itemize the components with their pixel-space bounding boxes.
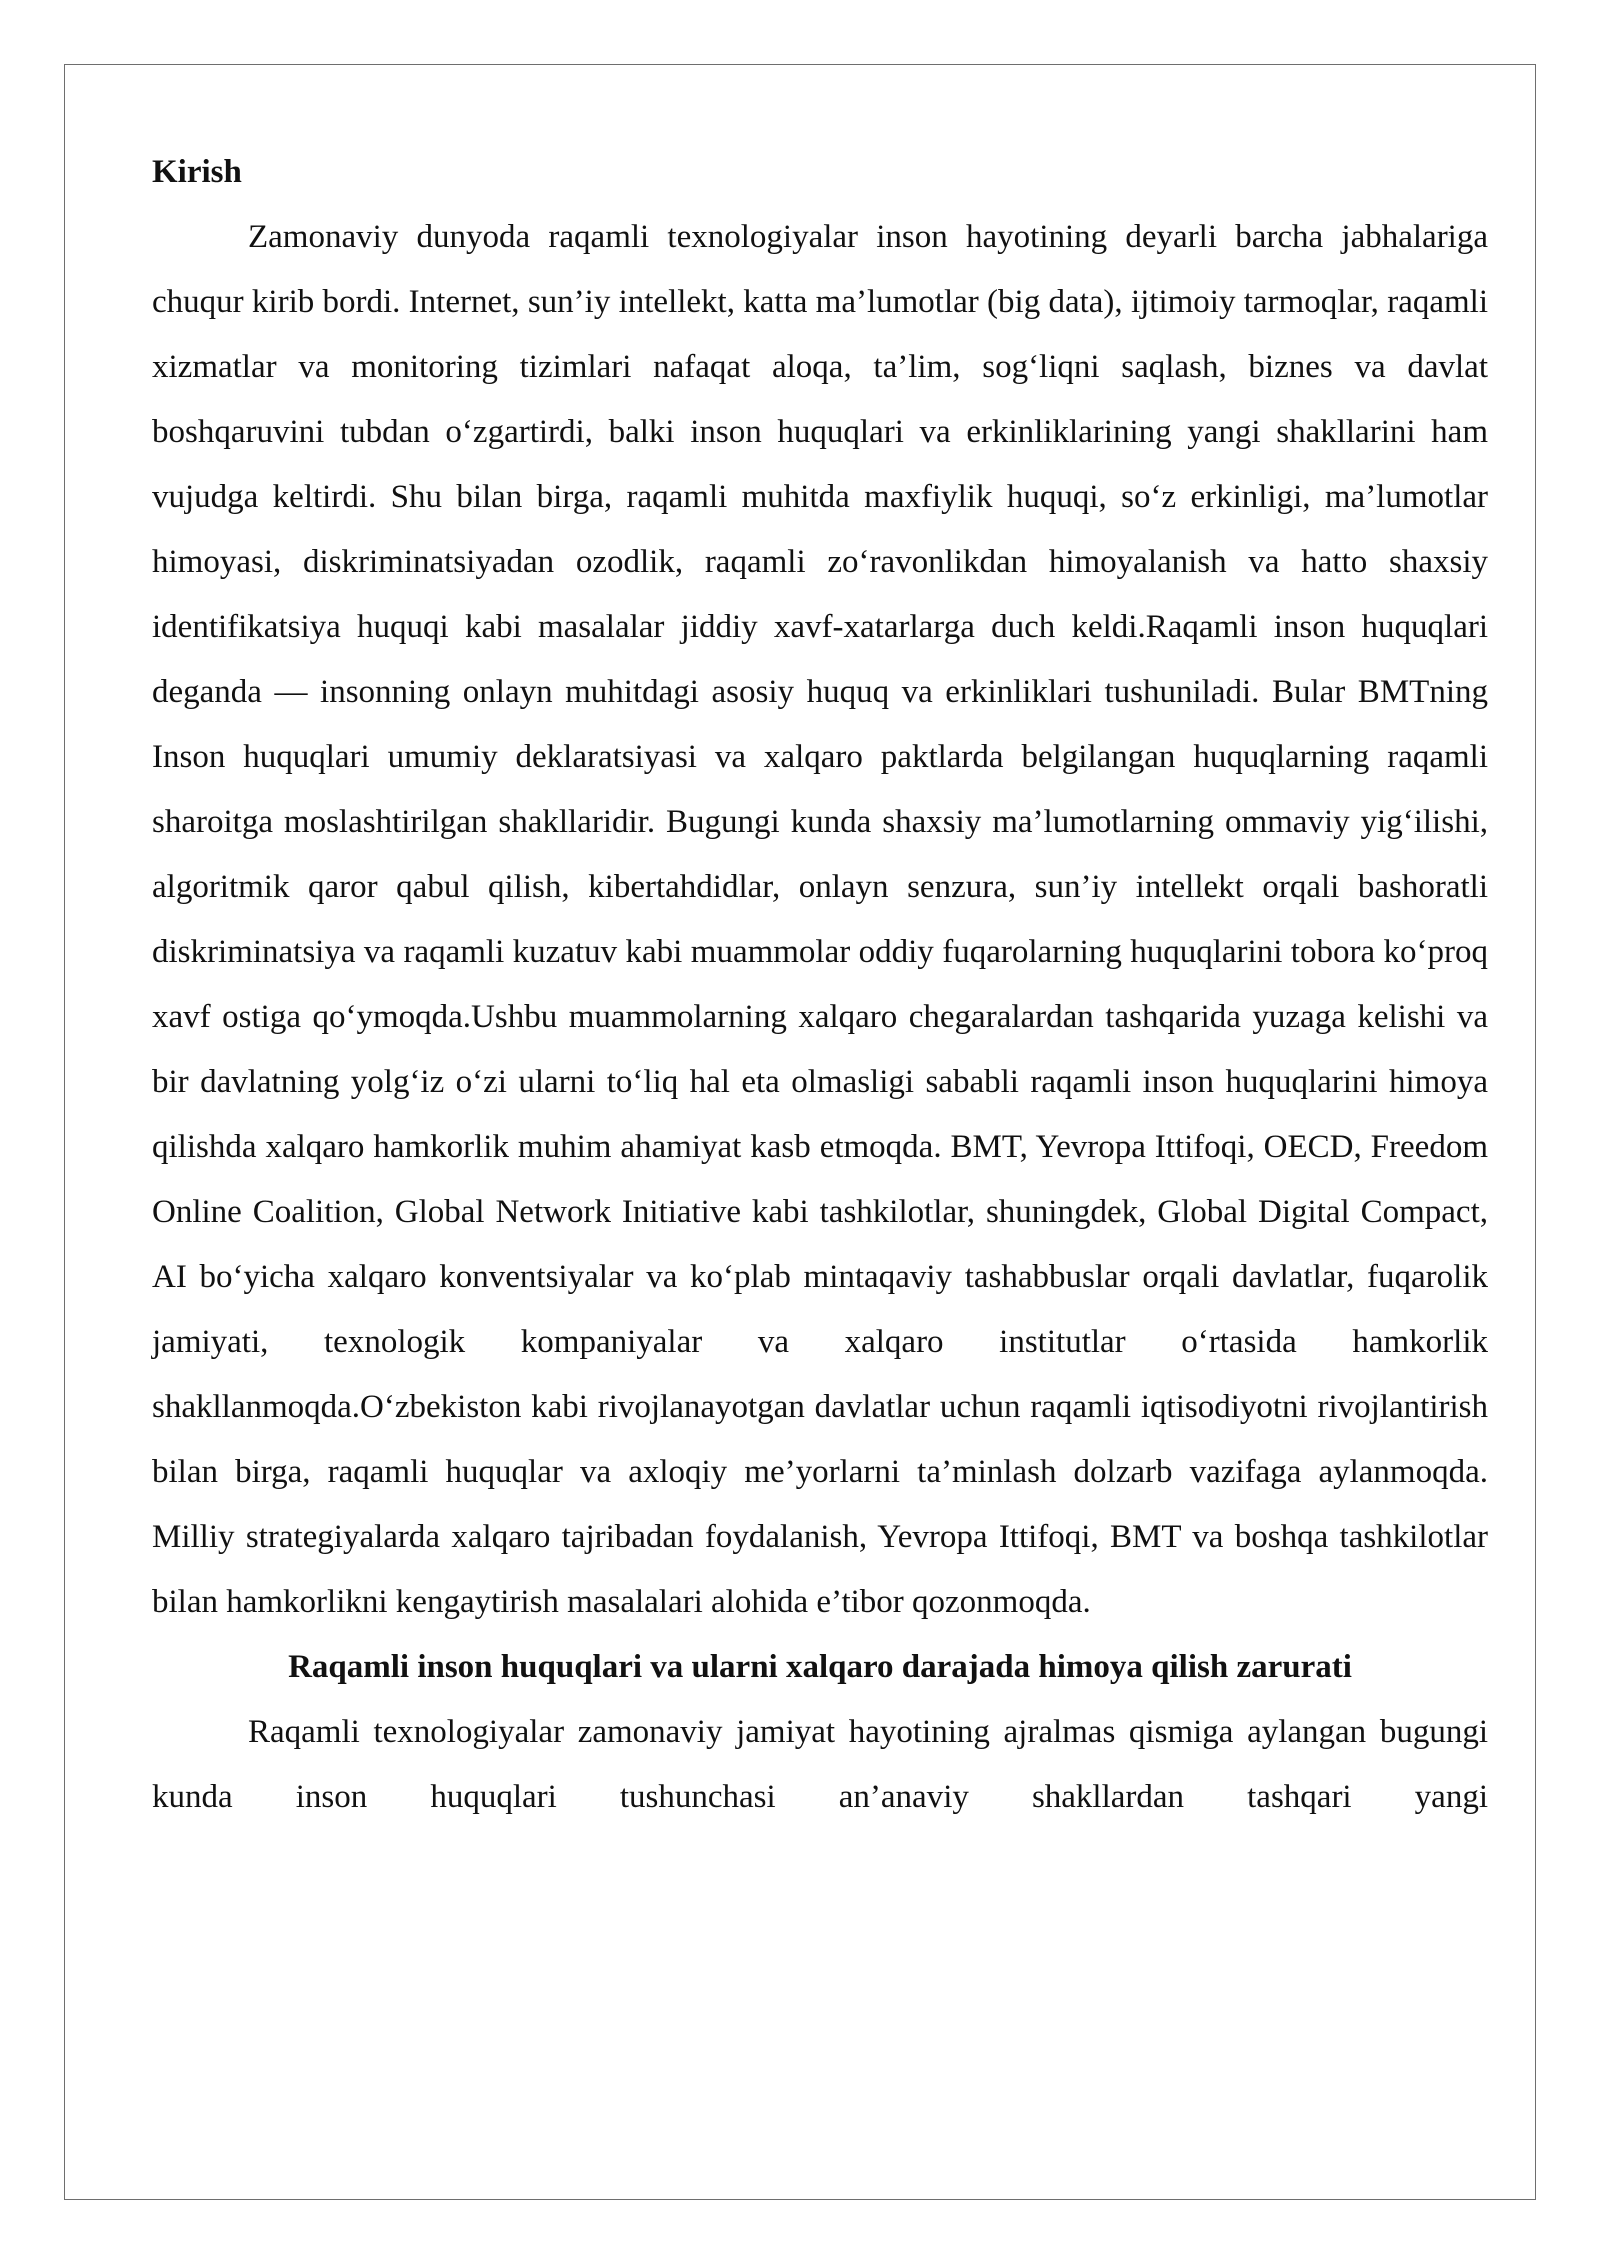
document-body xyxy=(152,140,1488,1830)
second-paragraph: Raqamli texnologiyalar zamonaviy jamiyat hayotining ajralmas qismiga aylangan bugungi kunda inson huquqlari tushunchasi an’anaviy shakllardan tashqari yangi xyxy=(152,1714,1488,1815)
section-subheading: Raqamli inson huquqlari va ularni xalqaro darajada himoya qilish zarurati xyxy=(288,1649,1352,1685)
intro-paragraph: Zamonaviy dunyoda raqamli texnologiyalar inson hayotining deyarli barcha jabhalariga chuqur kirib bordi. Internet, sun’iy intellekt, katta ma’lumotlar (big data), ijtimoiy tarmoqlar, raqamli xizmatlar va monitoring tizimlari nafaqat aloqa, ta’lim, sog‘liqni saqlash, biznes va davlat boshqaruvini tubdan o‘zgartirdi, balki inson huquqlari va erkinliklarining yangi shakllarini ham vujudga keltirdi. Shu bilan birga, raqamli muhitda maxfiylik huquqi, so‘z erkinligi, ma’lumotlar himoyasi, diskriminatsiyadan ozodlik, raqamli zo‘ravonlikdan himoyalanish va hatto shaxsiy identifikatsiya huquqi kabi masalalar jiddiy xavf-xatarlarga duch keldi.Raqamli inson huquqlari deganda — insonning onlayn muhitdagi asosiy huquq va erkinliklari tushuniladi. Bular BMTning Inson huquqlari umumiy deklaratsiyasi va xalqaro paktlarda belgilangan huquqlarning raqamli sharoitga moslashtirilgan shakllaridir. Bugungi kunda shaxsiy ma’lumotlarning ommaviy yig‘ilishi, algoritmik qaror qabul qilish, kibertahdidlar, onlayn senzura, sun’iy intellekt orqali bashoratli diskriminatsiya va raqamli kuzatuv kabi muammolar oddiy fuqarolarning huquqlarini tobora ko‘proq xavf ostiga qo‘ymoqda.Ushbu muammolarning xalqaro chegaralardan tashqarida yuzaga kelishi va bir davlatning yolg‘iz o‘zi ularni to‘liq hal eta olmasligi sababli raqamli inson huquqlarini himoya qilishda xalqaro hamkorlik muhim ahamiyat kasb etmoqda. BMT, Yevropa Ittifoqi, OECD, Freedom Online Coalition, Global Network Initiative kabi tashkilotlar, shuningdek, Global Digital Compact, AI bo‘yicha xalqaro konventsiyalar va ko‘plab mintaqaviy tashabbuslar orqali davlatlar, fuqarolik jamiyati, texnologik kompaniyalar va xalqaro institutlar o‘rtasida hamkorlik shakllanmoqda.O‘zbekiston kabi rivojlanayotgan davlatlar uchun raqamli iqtisodiyotni rivojlantirish bilan birga, raqamli huquqlar va axloqiy me’yorlarni ta’minlash dolzarb vazifaga aylanmoqda. Milliy strategiyalarda xalqaro tajribadan foydalanish, Yevropa Ittifoqi, BMT va boshqa tashkilotlar bilan hamkorlikni kengaytirish masalalari alohida e’tibor qozonmoqda. xyxy=(152,219,1488,1620)
section-heading: Kirish xyxy=(152,154,242,190)
